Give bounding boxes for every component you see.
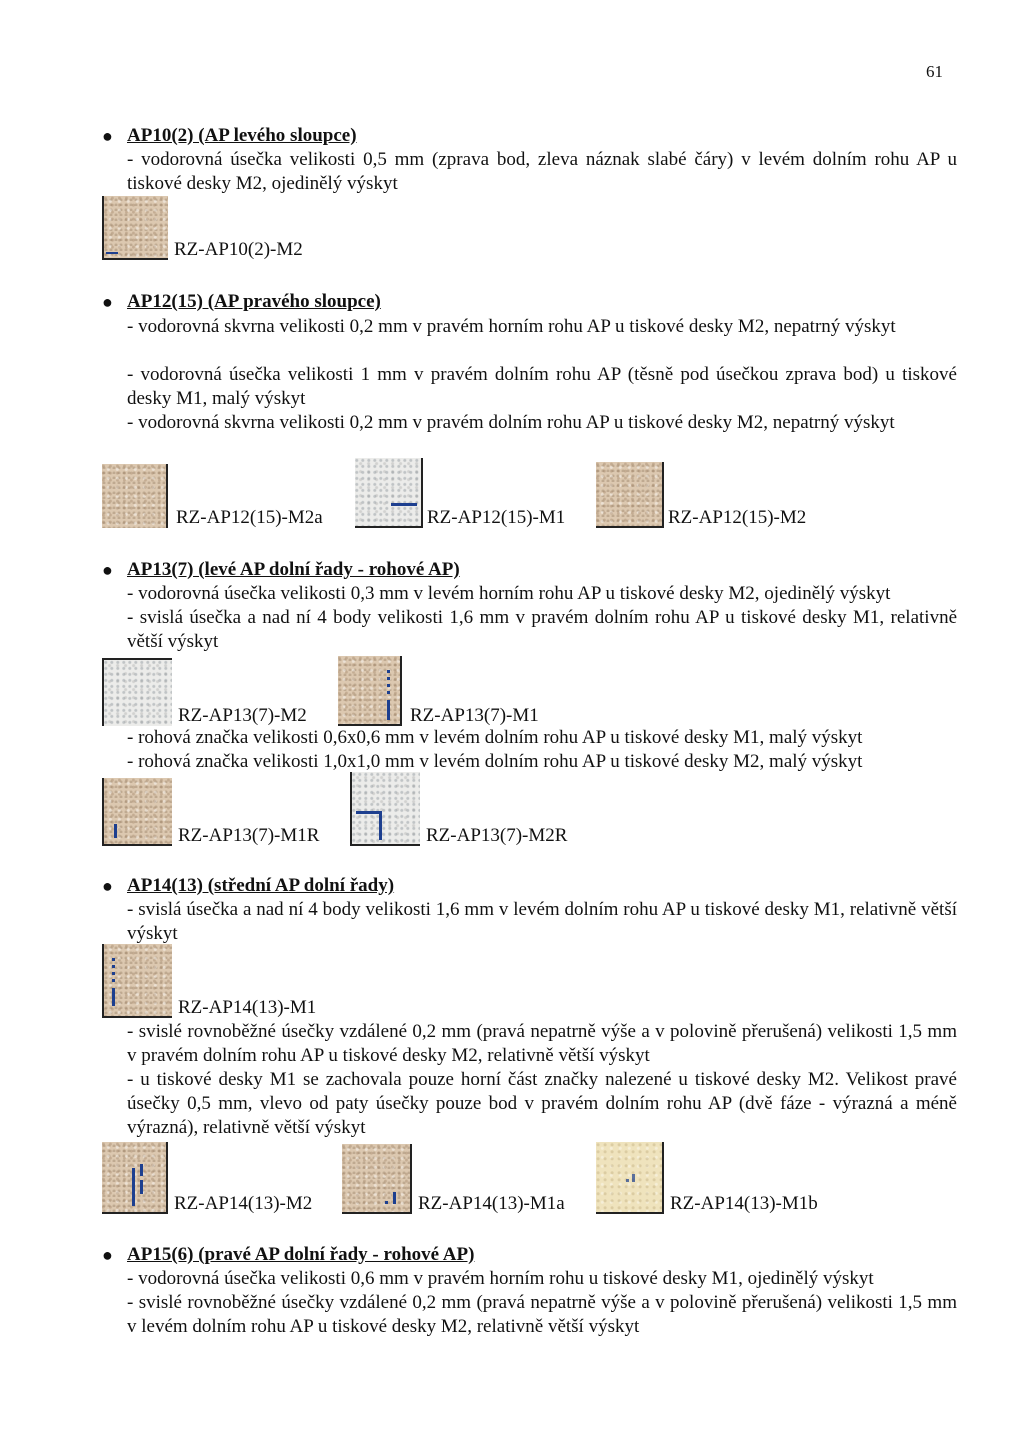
figure-row	[102, 938, 362, 1018]
figure	[350, 766, 595, 846]
figure-caption: RZ-AP13(7)-M2	[178, 705, 307, 726]
figure-caption: RZ-AP13(7)-M2R	[426, 825, 568, 846]
figure-caption: RZ-AP13(7)-M1	[410, 705, 539, 726]
figure	[102, 448, 352, 528]
plate-mark	[387, 677, 390, 680]
paragraph: - vodorovná úsečka velikosti 0,6 mm v pravém horním rohu u tiskové desky M1, ojedinělý výskyt	[127, 1268, 874, 1289]
figure	[102, 1134, 342, 1214]
plate-mark	[132, 1168, 135, 1206]
section-heading: AP15(6) (pravé AP dolní řady - rohové AP)	[127, 1244, 475, 1265]
figure-caption: RZ-AP10(2)-M2	[174, 239, 303, 260]
stamp-detail-image	[596, 462, 664, 528]
plate-mark	[379, 812, 382, 840]
plate-mark	[387, 684, 390, 687]
section-heading: AP12(15) (AP pravého sloupce)	[127, 291, 381, 312]
figure-caption: RZ-AP12(15)-M2	[668, 507, 807, 528]
figure	[342, 1134, 587, 1214]
paragraph: - svislé rovnoběžné úsečky vzdálené 0,2 mm (pravá nepatrně výše a v polovině přerušená) velikosti 1,5 mm v pravém dolním rohu AP u tiskové desky M2, relativně větší výskyt	[127, 1021, 957, 1066]
figure-caption: RZ-AP12(15)-M2a	[176, 507, 323, 528]
figure-row	[102, 1134, 852, 1214]
figure	[102, 650, 337, 726]
figure	[596, 1134, 846, 1214]
paragraph: - vodorovná skvrna velikosti 0,2 mm v pravém horním rohu AP u tiskové desky M2, nepatrný výskyt	[127, 316, 896, 337]
figure-row	[102, 448, 842, 528]
paragraph: - vodorovná skvrna velikosti 0,2 mm v pravém dolním rohu AP u tiskové desky M2, nepatrný výskyt	[127, 412, 895, 433]
section-heading: AP10(2) (AP levého sloupce)	[127, 125, 357, 146]
plate-mark	[387, 691, 390, 694]
section-heading: AP14(13) (střední AP dolní řady)	[127, 875, 395, 896]
stamp-detail-image	[350, 772, 420, 846]
stamp-detail-image	[102, 778, 172, 846]
bullet: ●	[102, 560, 113, 580]
figure-row	[102, 766, 602, 846]
figure-caption: RZ-AP13(7)-M1R	[178, 825, 320, 846]
stamp-detail-image	[102, 196, 168, 260]
stamp-detail-image	[596, 1142, 664, 1214]
paragraph: - rohová značka velikosti 1,0x1,0 mm v levém dolním rohu AP u tiskové desky M2, malý výskyt	[127, 751, 863, 772]
stamp-detail-image	[342, 1144, 412, 1214]
plate-mark	[112, 965, 115, 968]
figure	[355, 448, 595, 528]
figure-caption: RZ-AP14(13)-M1b	[670, 1193, 818, 1214]
paragraph: - svislé rovnoběžné úsečky vzdálené 0,2 mm (pravá nepatrně výše a v polovině přerušená) velikosti 1,5 mm v levém dolním rohu AP u tiskové desky M2, relativně větší výskyt	[127, 1292, 957, 1337]
figure-caption: RZ-AP14(13)-M1	[178, 997, 317, 1018]
plate-mark	[114, 824, 117, 838]
plate-mark	[393, 1192, 396, 1204]
plate-mark	[387, 670, 390, 673]
plate-mark	[140, 1164, 143, 1176]
figure	[596, 448, 836, 528]
stamp-detail-image	[102, 1142, 168, 1214]
figure	[102, 938, 342, 1018]
paragraph: - u tiskové desky M1 se zachovala pouze horní část značky nalezené u tiskové desky M2. Velikost pravé úsečky 0,5 mm, vlevo od paty úsečky pouze bod v pravém dolním rohu AP (dvě fáze - výrazná a méně výrazná), relativně větší výskyt	[127, 1069, 957, 1138]
paragraph: - vodorovná úsečka velikosti 0,5 mm (zprava bod, zleva náznak slabé čáry) v levém dolním rohu AP u tiskové desky M2, ojedinělý výskyt	[127, 149, 957, 194]
bullet: ●	[102, 292, 113, 312]
plate-mark	[112, 972, 115, 975]
plate-mark	[632, 1174, 635, 1182]
paragraph: - svislá úsečka a nad ní 4 body velikosti 1,6 mm v levém dolním rohu AP u tiskové desky M1, relativně větší výskyt	[127, 899, 957, 944]
paragraph: - svislá úsečka a nad ní 4 body velikosti 1,6 mm v pravém dolním rohu AP u tiskové desky M1, relativně větší výskyt	[127, 607, 957, 652]
stamp-detail-image	[355, 458, 423, 528]
figure-caption: RZ-AP14(13)-M2	[174, 1193, 313, 1214]
plate-mark	[106, 252, 118, 254]
plate-mark	[391, 503, 417, 506]
stamp-detail-image	[102, 658, 172, 726]
stamp-detail-image	[338, 656, 402, 726]
plate-mark	[112, 979, 115, 982]
plate-mark	[112, 988, 115, 1006]
figure-caption: RZ-AP12(15)-M1	[427, 507, 566, 528]
figure-caption: RZ-AP14(13)-M1a	[418, 1193, 565, 1214]
page-number: 61	[926, 62, 943, 81]
bullet: ●	[102, 126, 113, 146]
paragraph: - vodorovná úsečka velikosti 0,3 mm v levém horním rohu AP u tiskové desky M2, ojedinělý výskyt	[127, 583, 891, 604]
figure	[102, 180, 342, 260]
plate-mark	[112, 958, 115, 961]
paragraph: - rohová značka velikosti 0,6x0,6 mm v levém dolním rohu AP u tiskové desky M1, malý výskyt	[127, 727, 863, 748]
figure	[102, 766, 347, 846]
bullet: ●	[102, 876, 113, 896]
section-heading: AP13(7) (levé AP dolní řady - rohové AP)	[127, 559, 460, 580]
plate-mark	[626, 1179, 629, 1182]
stamp-detail-image	[102, 464, 168, 528]
plate-mark	[387, 700, 390, 720]
plate-mark	[385, 1201, 388, 1204]
stamp-detail-image	[102, 944, 172, 1018]
paragraph: - vodorovná úsečka velikosti 1 mm v pravém dolním rohu AP (těsně pod úsečkou zprava bod) u tiskové desky M1, malý výskyt	[127, 364, 957, 409]
plate-mark	[140, 1180, 143, 1194]
figure-row	[102, 646, 582, 726]
bullet: ●	[102, 1245, 113, 1265]
figure	[338, 650, 578, 726]
